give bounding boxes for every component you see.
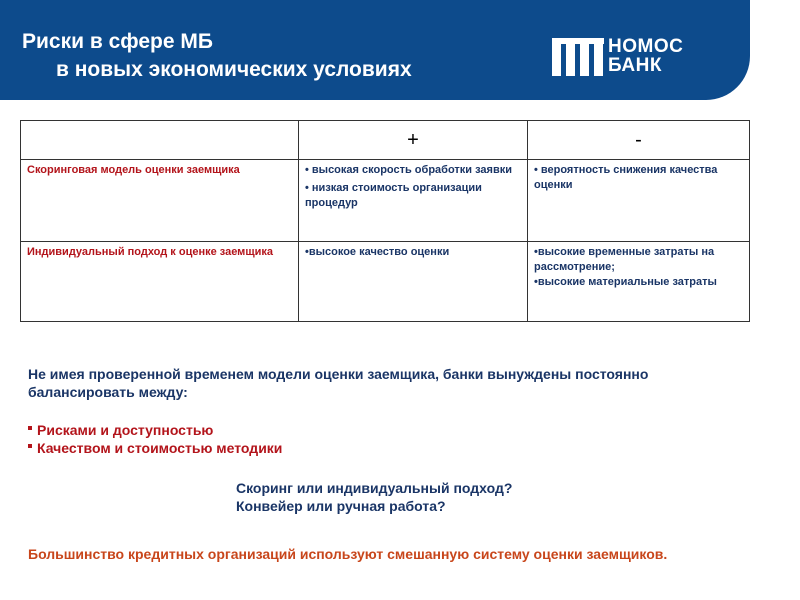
- table-header-empty: [21, 121, 299, 160]
- question-line1: Скоринг или индивидуальный подход?: [236, 480, 513, 496]
- row-label-individual: Индивидуальный подход к оценке заемщика: [21, 242, 299, 322]
- table-header-minus: -: [528, 121, 750, 160]
- slide-title-line2: в новых экономических условиях: [56, 58, 412, 81]
- bullet-text: Качеством и стоимостью методики: [37, 440, 283, 456]
- list-item: •высокие материальные затраты: [534, 276, 717, 288]
- logo-mark-icon: [552, 38, 604, 76]
- bullet-icon: [28, 444, 32, 448]
- intro-text-line1: Не имея проверенной временем модели оценки заемщика, банки вынуждены постоянно: [28, 366, 649, 382]
- header-banner: [0, 0, 750, 100]
- bullet-text: Рисками и доступностью: [37, 422, 214, 438]
- cell-minus-scoring: [528, 160, 750, 242]
- list-item: • вероятность снижения качества оценки: [534, 164, 718, 191]
- list-item: • высокая скорость обработки заявки: [305, 164, 513, 176]
- nomos-bank-logo: [552, 38, 707, 78]
- table-header-row: [21, 121, 750, 160]
- risk-comparison-table: [20, 120, 750, 322]
- cell-minus-individual: [528, 242, 750, 322]
- table-row: [21, 160, 750, 242]
- slide-title-line1: Риски в сфере МБ: [22, 30, 213, 53]
- list-item: • низкая стоимость организации процедур: [305, 182, 482, 209]
- cell-plus-individual: [299, 242, 528, 322]
- logo-text-line2: БАНК: [608, 55, 662, 76]
- table-header-plus: +: [299, 121, 528, 160]
- question-line2: Конвейер или ручная работа?: [236, 498, 446, 514]
- cell-plus-scoring: [299, 160, 528, 242]
- list-item: •высокие временные затраты на рассмотрение;: [534, 246, 715, 273]
- conclusion-text: Большинство кредитных организаций используют смешанную систему оценки заемщиков.: [28, 546, 668, 562]
- list-item: •высокое качество оценки: [305, 246, 450, 258]
- bullet-icon: [28, 426, 32, 430]
- table-row: [21, 242, 750, 322]
- bullet-item: [28, 422, 213, 438]
- bullet-item: [28, 440, 282, 456]
- row-label-scoring: Скоринговая модель оценки заемщика: [21, 160, 299, 242]
- logo-text-line1: НОМОС: [608, 36, 684, 57]
- intro-text-line2: балансировать между:: [28, 384, 188, 400]
